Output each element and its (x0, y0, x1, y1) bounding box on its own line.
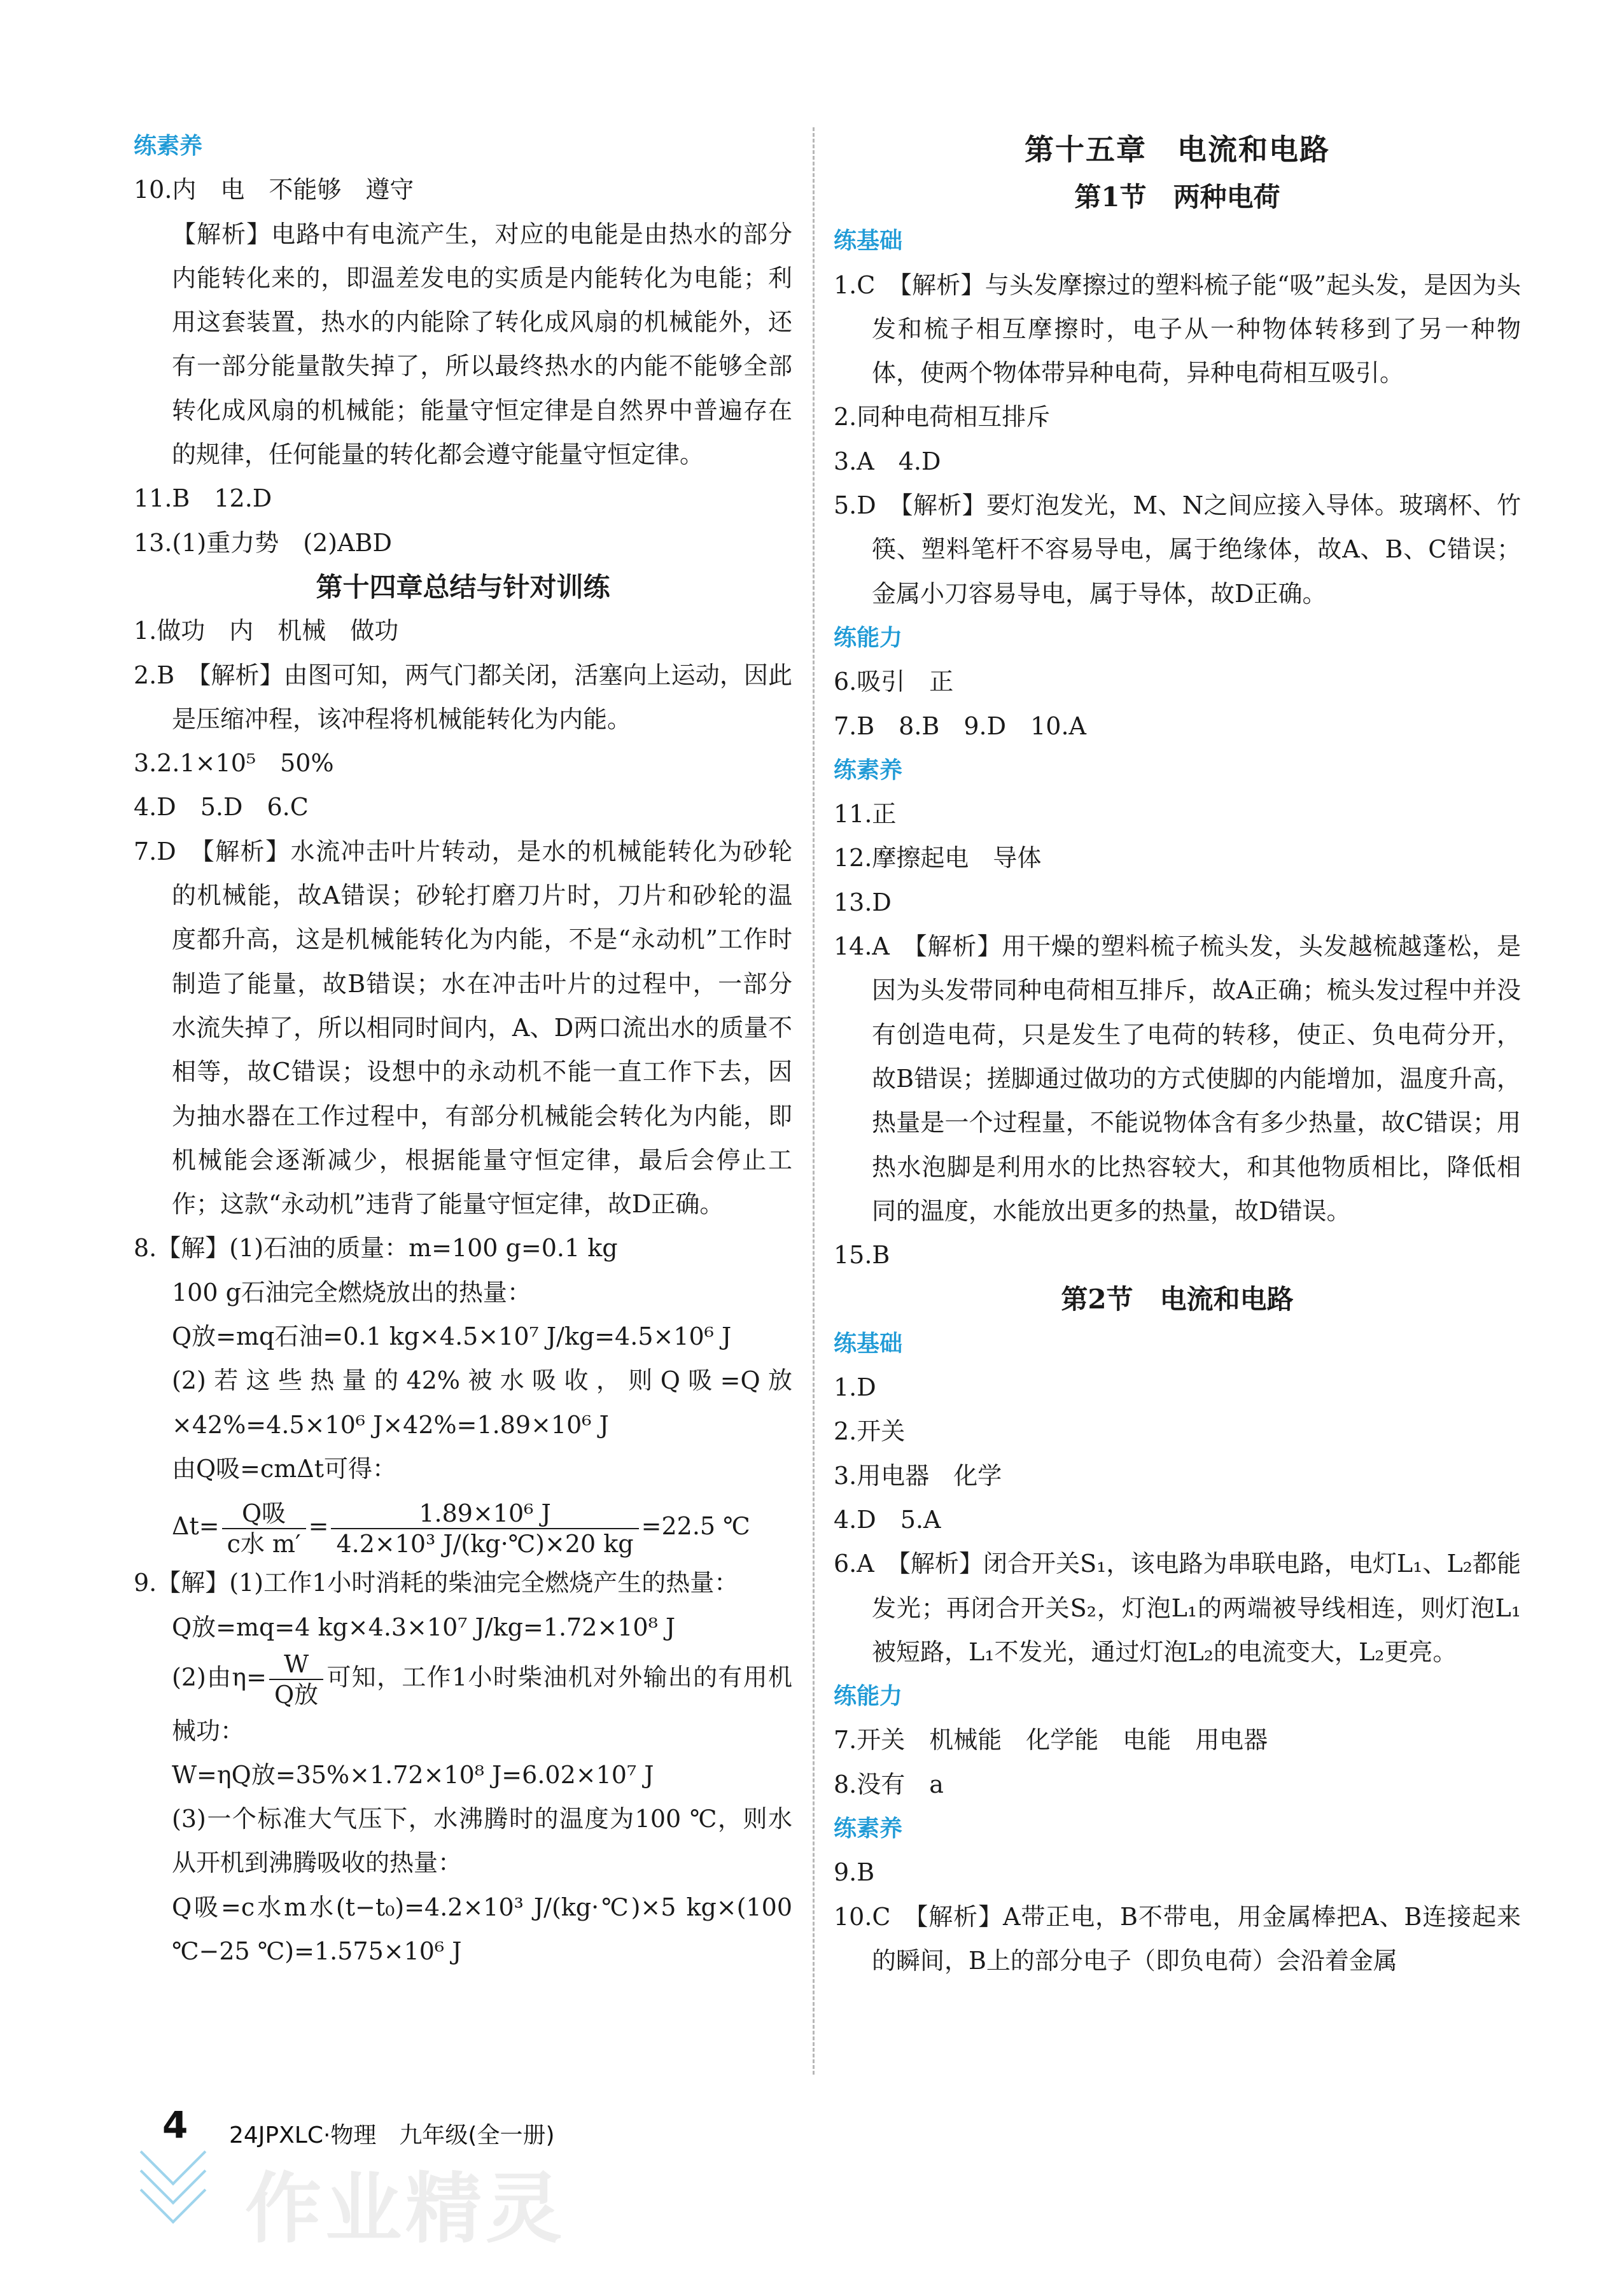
answer-item: 8.没有 a (834, 1770, 944, 1798)
section-label: 练基础 (834, 1330, 903, 1357)
right-column (834, 124, 1521, 1983)
solution-line: (2)若这些热量的42%被水吸收，则Q吸=Q放×42%=4.5×10⁶ J×42%=1.89×10⁶ J (172, 1366, 792, 1439)
answer-item: 2.同种电荷相互排斥 (834, 403, 1051, 431)
section-label: 练能力 (834, 1683, 903, 1710)
fraction (222, 1499, 306, 1559)
solution-line: 由Q吸=cmΔt可得： (172, 1454, 397, 1483)
answer-item: 14.A 【解析】用干燥的塑料梳子梳头发，头发越梳越蓬松，是因为头发带同种电荷相互排斥，故A正确；梳头发过程中并没有创造电荷，只是发生了电荷的转移，使正、负电荷分开，故B错误；搓脚通过做功的方式使脚的内能增加，温度升高，热量是一个过程量，不能说物体含有多少热量，故C错误；用热水泡脚是利用水的比热容较大，和其他物质相比，降低相同的温度，水能放出更多的热量，故D错误。 (834, 932, 1521, 1225)
section-title: 第1节 两种电荷 (1074, 181, 1280, 213)
page-footer (137, 2103, 646, 2253)
answer-explanation: 【解析】电路中有电流产生，对应的电能是由热水的部分内能转化来的，即温差发电的实质是内能转化为电能；利用这套装置，热水的内能除了转化成风扇的机械能外，还有一部分能量散失掉了，所以最终热水的内能不能够全部转化成风扇的机械能；能量守恒定律是自然界中普遍存在的规律，任何能量的转化都会遵守能量守恒定律。 (172, 220, 792, 469)
chapter-summary-heading: 第十四章总结与针对训练 (316, 571, 610, 603)
answer-item: 9.B (834, 1858, 875, 1887)
fraction-numerator: 1.89×10⁶ J (331, 1499, 638, 1529)
fraction-numerator: W (269, 1650, 323, 1680)
section-label: 练素养 (134, 133, 203, 159)
fraction (331, 1499, 638, 1559)
page-number: 4 (162, 2103, 188, 2147)
answer-item: 10.C 【解析】A带正电，B不带电，用金属棒把A、B连接起来的瞬间，B上的部分电子（即负电荷）会沿着金属 (834, 1902, 1521, 1975)
fraction-numerator: Q吸 (222, 1499, 306, 1529)
answer-item: 6.A 【解析】闭合开关S₁，该电路为串联电路，电灯L₁、L₂都能发光；再闭合开关S₂，灯泡L₁的两端被导线相连，则灯泡L₁被短路，L₁不发光，通过灯泡L₂的电流变大，L₂更亮。 (834, 1550, 1521, 1666)
fraction-denominator: Q放 (274, 1680, 319, 1709)
answer-item: 1.C 【解析】与头发摩擦过的塑料梳子能“吸”起头发，是因为头发和梳子相互摩擦时，电子从一种物体转移到了另一种物体，使两个物体带异种电荷，异种电荷相互吸引。 (834, 270, 1521, 388)
section-title: 第2节 电流和电路 (1061, 1284, 1294, 1315)
fraction-denominator: 4.2×10³ J/(kg·℃)×20 kg (336, 1529, 634, 1558)
answer-item: 3.A 4.D (834, 447, 941, 475)
answer-item: 3.用电器 化学 (834, 1461, 1002, 1490)
answer-item: 2.开关 (834, 1417, 906, 1446)
formula-text: (2)由η= (172, 1663, 267, 1692)
left-column (134, 124, 792, 1973)
section-label: 练基础 (834, 228, 903, 255)
answer-item: 7.B 8.B 9.D 10.A (834, 711, 1086, 740)
section-label: 练素养 (834, 1815, 903, 1842)
formula-line (134, 1650, 792, 1753)
chapter-title: 第十五章 电流和电路 (1025, 132, 1330, 167)
answer-item: 1.做功 内 机械 做功 (134, 617, 399, 645)
column-divider (813, 127, 815, 2075)
answer-item: 13.(1)重力势 (2)ABD (134, 528, 392, 557)
answer-item: 4.D 5.D 6.C (134, 793, 309, 822)
answer-item: 4.D 5.A (834, 1505, 941, 1534)
answer-item: 15.B (834, 1241, 890, 1270)
answer-item: 13.D (834, 888, 892, 916)
solution-line: 100 g石油完全燃烧放出的热量： (172, 1278, 531, 1307)
answer-item: 1.D (834, 1373, 876, 1402)
section-label: 练能力 (834, 624, 903, 651)
fraction (269, 1650, 323, 1709)
solution-line: Q放=mq石油=0.1 kg×4.5×10⁷ J/kg=4.5×10⁶ J (172, 1322, 732, 1351)
answer-item: 9.【解】(1)工作1小时消耗的柴油完全燃烧产生的热量： (134, 1569, 739, 1597)
solution-line: W=ηQ放=35%×1.72×10⁸ J=6.02×10⁷ J (172, 1760, 654, 1789)
formula-text: Δt= (172, 1512, 220, 1541)
answer-item: 8.【解】(1)石油的质量：m=100 g=0.1 kg (134, 1234, 618, 1263)
answer-item: 12.摩擦起电 导体 (834, 844, 1042, 872)
solution-line: (3)一个标准大气压下，水沸腾时的温度为100 ℃，则水从开机到沸腾吸收的热量： (172, 1805, 792, 1877)
answer-item: 5.D 【解析】要灯泡发光，M、N之间应接入导体。玻璃杯、竹筷、塑料笔杆不容易导电，属于绝缘体，故A、B、C错误；金属小刀容易导电，属于导体，故D正确。 (834, 491, 1521, 608)
answer-item: 10.内 电 不能够 遵守 (134, 176, 414, 204)
solution-line: Q放=mq=4 kg×4.3×10⁷ J/kg=1.72×10⁸ J (172, 1613, 676, 1641)
formula-text: =22.5 ℃ (641, 1512, 750, 1541)
book-code: 24JPXLC·物理 九年级(全一册) (229, 2122, 555, 2148)
answer-item: 11.正 (834, 800, 897, 829)
formula-line (134, 1491, 792, 1561)
watermark: 作业精灵 (245, 2165, 566, 2253)
answer-item: 7.D 【解析】水流冲击叶片转动，是水的机械能转化为砂轮的机械能，故A错误；砂轮打磨刀片时，刀片和砂轮的温度都升高，这是机械能转化为内能，不是“永动机”工作时制造了能量，故B错误；水在冲击叶片的过程中，一部分水流失掉了，所以相同时间内，A、D两口流出水的质量不相等，故C错误；设想中的永动机不能一直工作下去，因为抽水器在工作过程中，有部分机械能会转化为内能，即机械能会逐渐减少，根据能量守恒定律，最后会停止工作；这款“永动机”违背了能量守恒定律，故D正确。 (134, 837, 792, 1219)
answer-item: 6.吸引 正 (834, 668, 954, 696)
fraction-denominator: c水 m′ (227, 1529, 301, 1558)
section-label: 练素养 (834, 757, 903, 783)
answer-item: 3.2.1×10⁵ 50% (134, 749, 334, 778)
solution-line: Q吸=c水m水(t−t₀)=4.2×10³ J/(kg·℃)×5 kg×(100 ℃−25 ℃)=1.575×10⁶ J (172, 1893, 792, 1965)
answer-item: 11.B 12.D (134, 484, 272, 513)
formula-text: = (308, 1512, 329, 1541)
answer-item: 2.B 【解析】由图可知，两气门都关闭，活塞向上运动，因此是压缩冲程，该冲程将机械能转化为内能。 (134, 661, 792, 733)
answer-item: 7.开关 机械能 化学能 电能 用电器 (834, 1726, 1268, 1755)
formula-text: 可知，工作1小时柴油机对外输出的有用机械功： (172, 1663, 792, 1745)
